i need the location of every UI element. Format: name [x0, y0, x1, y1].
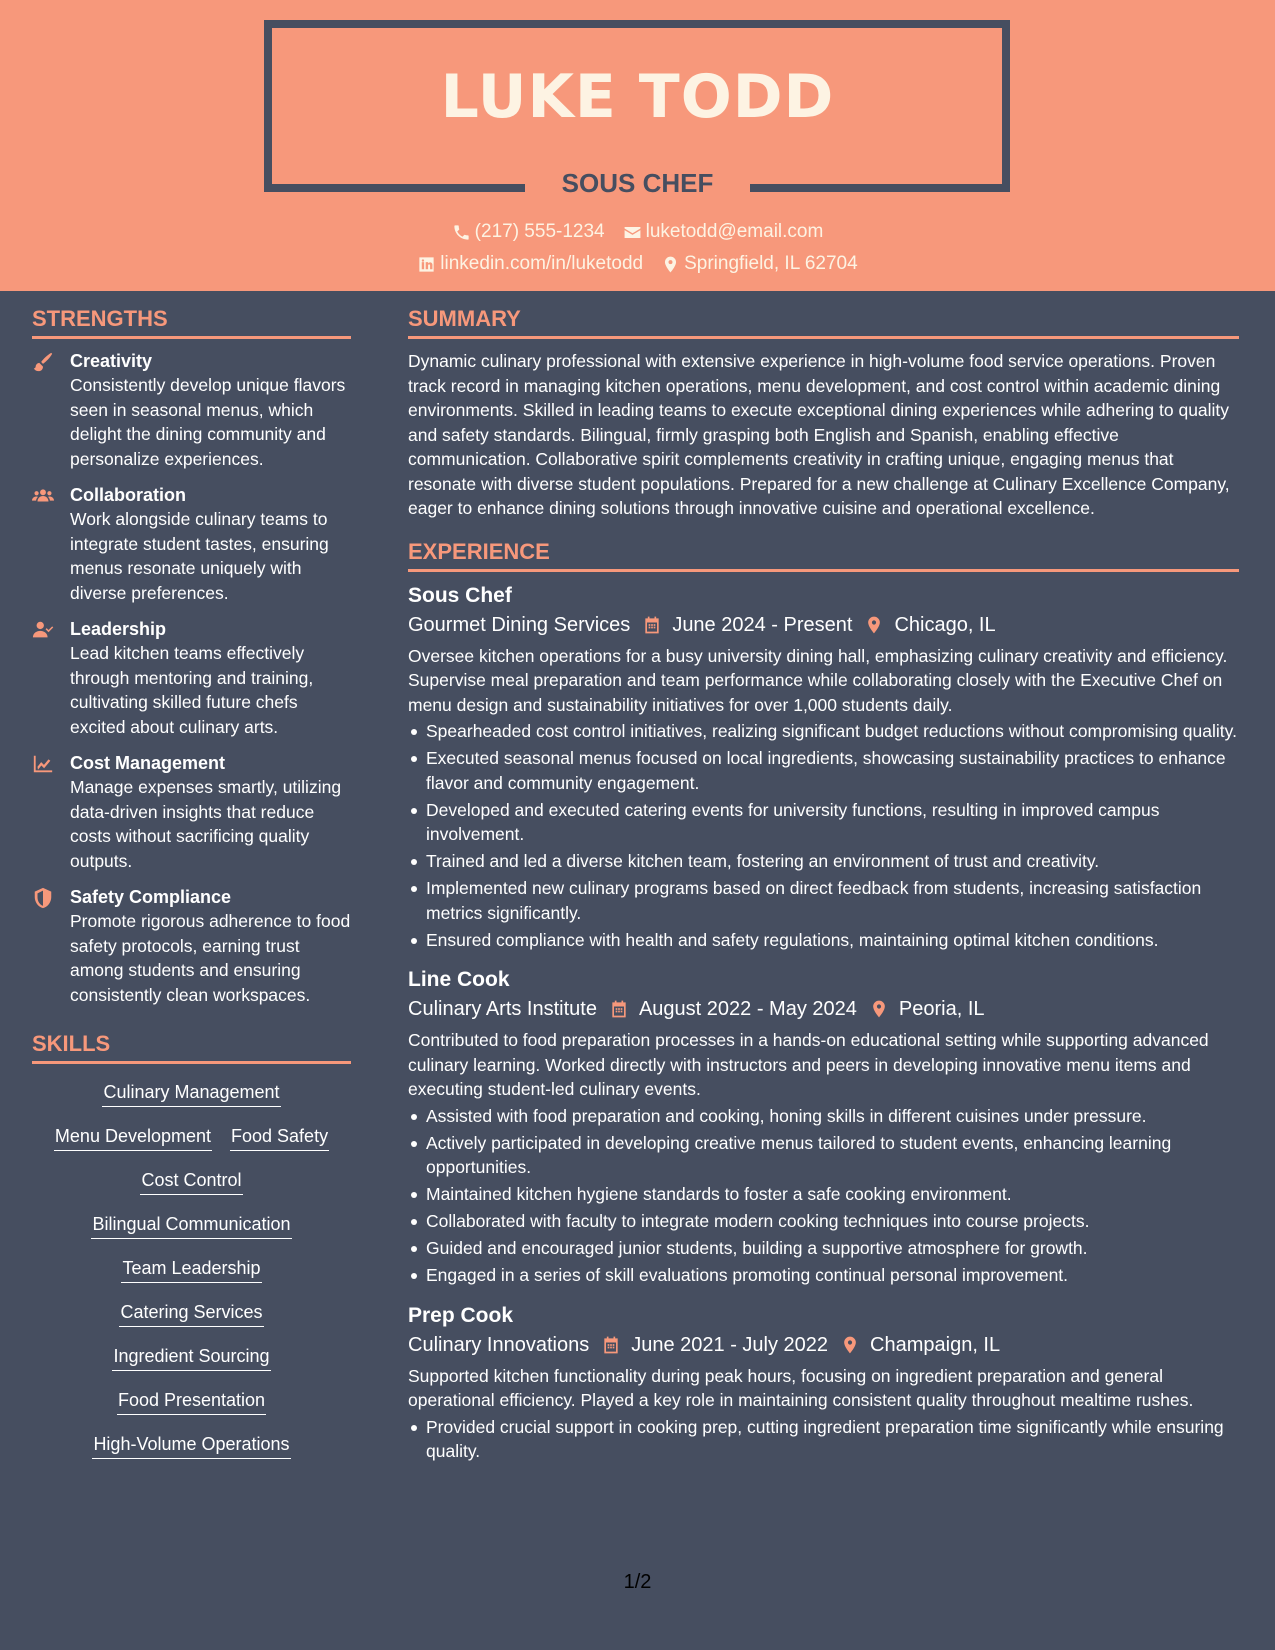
job-role: Line Cook [408, 968, 510, 991]
brush-icon [32, 351, 54, 373]
strength-desc: Work alongside culinary teams to integrate student tastes, ensuring menus resonate uniquely with diverse preferences. [70, 509, 329, 603]
strength-name: Creativity [70, 351, 153, 371]
job-desc: Supported kitchen functionality during peak hours, focusing on ingredient preparation and general operational efficiency. Played a key role in maintaining consistent quality throughout mealtime rushes. [408, 1365, 1194, 1410]
page-number: 1/2 [623, 1571, 652, 1593]
skill-tag: Team Leadership [121, 1256, 261, 1283]
strength-item [32, 751, 351, 873]
bullet-item: Assisted with food preparation and cooking, honing skills in different cuisines under pressure. [408, 1104, 1239, 1129]
skill-tag: Food Safety [230, 1124, 329, 1151]
strength-name: Cost Management [70, 753, 226, 773]
contact-row [0, 253, 1275, 275]
shield-icon [32, 887, 54, 909]
strength-desc: Consistently develop unique flavors seen in seasonal menus, which delight the dining community and personalize experiences. [70, 375, 346, 469]
bullet-item: Actively participated in developing creative menus tailored to student events, enhancing learning opportunities. [408, 1131, 1239, 1180]
strength-desc: Lead kitchen teams effectively through mentoring and training, cultivating skilled future chefs excited about culinary arts. [70, 643, 314, 737]
skill-tag: Food Presentation [117, 1388, 266, 1415]
bullet-item: Engaged in a series of skill evaluations promoting continual personal improvement. [408, 1263, 1239, 1288]
contact-location [661, 253, 858, 275]
strength-item [32, 349, 351, 471]
phone-text: (217) 555-1234 [474, 221, 605, 242]
strengths-heading: STRENGTHS [32, 306, 351, 339]
job-desc: Contributed to food preparation processes in a hands-on educational setting while supporting advanced culinary learning. Worked directly with instructors and peers in developing innovative menu items and executing student-led culinary events. [408, 1030, 1209, 1099]
job-title: SOUS CHEF [561, 168, 714, 198]
right-column [408, 306, 1239, 1478]
job-desc: Oversee kitchen operations for a busy university dining hall, emphasizing culinary creativity and efficiency. Supervise meal preparation and team performance while collaborating closely with the Executive Chef on menu design and sustainability initiatives for over 1,000 students daily. [408, 645, 1228, 715]
strength-desc: Manage expenses smartly, utilizing data-driven insights that reduce costs without sacrificing quality outputs. [70, 777, 342, 871]
job-company: Gourmet Dining Services [408, 613, 631, 636]
job-dates: June 2021 - July 2022 [631, 1333, 829, 1356]
job-bullets [408, 1104, 1239, 1288]
map-pin-icon [840, 1335, 860, 1355]
email-text: luketodd@email.com [645, 221, 824, 242]
summary-heading: SUMMARY [408, 306, 1239, 339]
map-pin-icon [864, 615, 884, 635]
strength-item [32, 483, 351, 605]
strength-item [32, 617, 351, 739]
job-meta [408, 1330, 1239, 1360]
job-dates: June 2024 - Present [672, 613, 853, 636]
job-dates: August 2022 - May 2024 [638, 998, 857, 1020]
contact-linkedin[interactable] [417, 253, 643, 275]
envelope-icon [623, 223, 642, 242]
strength-name: Collaboration [70, 485, 186, 505]
job-company: Culinary Arts Institute [408, 998, 597, 1020]
bullet-item: Implemented new culinary programs based on direct feedback from students, increasing satisfaction metrics significantly. [408, 876, 1239, 925]
left-column [32, 306, 351, 1459]
job-meta [408, 994, 1239, 1024]
contact-email[interactable] [623, 221, 824, 243]
skill-tag: High-Volume Operations [92, 1432, 290, 1459]
contact-phone[interactable] [452, 221, 605, 243]
skill-tag: Culinary Management [102, 1080, 280, 1107]
bullet-item: Guided and encouraged junior students, building a supportive atmosphere for growth. [408, 1236, 1239, 1261]
phone-icon [452, 223, 471, 242]
map-pin-icon [661, 255, 680, 274]
bullet-item: Executed seasonal menus focused on local ingredients, showcasing sustainability practices to enhance flavor and community engagement. [408, 746, 1239, 795]
experience-heading: EXPERIENCE [408, 539, 1239, 572]
calendar-icon [642, 615, 662, 635]
linkedin-icon [417, 255, 436, 274]
summary-text: Dynamic culinary professional with extensive experience in high-volume food service operations. Proven track record in managing kitchen operations, menu development, and cost control within academic dining environments. Skilled in leading teams to execute exceptional dining experiences while adhering to quality and safety standards. Bilingual, firmly grasping both English and Spanish, enabling effective communication. Collaborative spirit complements creativity in crafting unique, engaging menus that resonate with diverse student populations. Prepared for a new challenge at Culinary Excellence Company, eager to enhance dining solutions through innovative cuisine and operational excellence. [408, 351, 1230, 518]
job-entry [408, 1302, 1239, 1464]
job-location: Peoria, IL [898, 998, 985, 1020]
job-bullets [408, 1415, 1239, 1464]
job-meta [408, 610, 1239, 640]
bullet-item: Collaborated with faculty to integrate modern cooking techniques into course projects. [408, 1209, 1239, 1234]
skills-list [32, 1074, 351, 1459]
candidate-name: LUKE TODD [440, 62, 835, 132]
calendar-icon [609, 999, 629, 1019]
skill-tag: Bilingual Communication [91, 1212, 291, 1239]
resume-header [0, 0, 1275, 291]
location-text: Springfield, IL 62704 [684, 253, 858, 274]
bullet-item: Developed and executed catering events for university functions, resulting in improved campus involvement. [408, 798, 1239, 847]
map-pin-icon [869, 999, 889, 1019]
chart-line-icon [32, 753, 54, 775]
job-company: Culinary Innovations [408, 1333, 590, 1356]
skill-tag: Ingredient Sourcing [112, 1344, 270, 1371]
job-entry [408, 582, 1239, 953]
job-role: Prep Cook [408, 1303, 514, 1327]
linkedin-text: linkedin.com/in/luketodd [440, 253, 644, 274]
strength-item [32, 885, 351, 1007]
job-bullets [408, 719, 1239, 952]
user-check-icon [32, 619, 54, 641]
strength-desc: Promote rigorous adherence to food safety protocols, earning trust among students and ensuring consistently clean workspaces. [70, 911, 351, 1005]
skill-tag: Menu Development [54, 1124, 212, 1151]
job-role: Sous Chef [408, 583, 512, 607]
skill-tag: Cost Control [140, 1168, 242, 1195]
skill-tag: Catering Services [119, 1300, 263, 1327]
contact-row [0, 221, 1275, 243]
job-entry [408, 966, 1239, 1288]
calendar-icon [601, 1335, 621, 1355]
bullet-item: Ensured compliance with health and safety regulations, maintaining optimal kitchen conditions. [408, 928, 1239, 953]
skills-heading: SKILLS [32, 1031, 351, 1064]
job-location: Champaign, IL [870, 1333, 1001, 1356]
people-icon [32, 485, 54, 507]
bullet-item: Spearheaded cost control initiatives, realizing significant budget reductions without compromising quality. [408, 719, 1239, 744]
job-location: Chicago, IL [894, 613, 996, 636]
bullet-item: Trained and led a diverse kitchen team, fostering an environment of trust and creativity. [408, 849, 1239, 874]
strength-name: Safety Compliance [70, 887, 232, 907]
strength-name: Leadership [70, 619, 167, 639]
bullet-item: Provided crucial support in cooking prep, cutting ingredient preparation time significantly while ensuring quality. [408, 1415, 1239, 1464]
bullet-item: Maintained kitchen hygiene standards to foster a safe cooking environment. [408, 1182, 1239, 1207]
